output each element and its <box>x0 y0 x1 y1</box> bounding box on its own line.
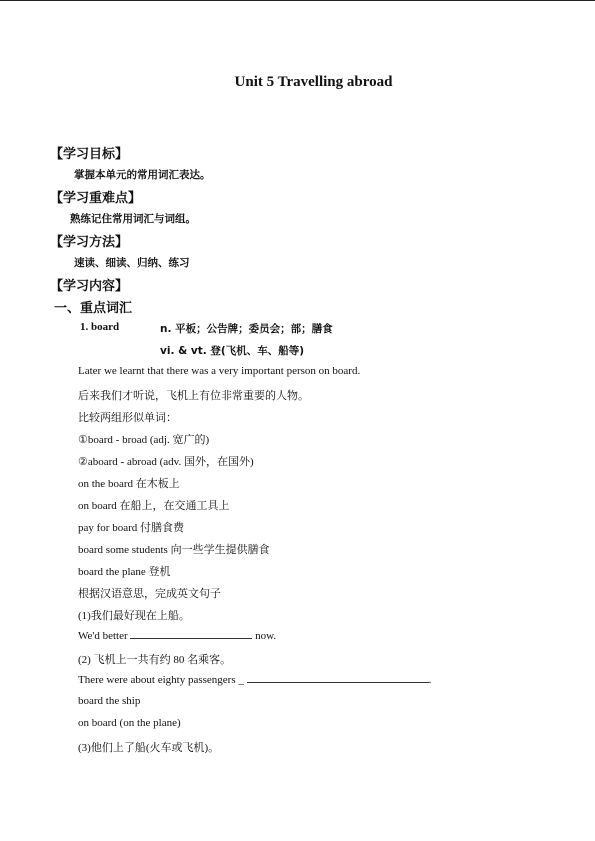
objectives-text: 掌握本单元的常用词汇表达。 <box>74 169 211 181</box>
content-heading: 【学习内容】 <box>50 279 129 294</box>
entry-word: 1. board <box>80 321 120 333</box>
exercise-1-end: now. <box>252 630 277 642</box>
phrase-on-board: on board 在船上，在交通工具上 <box>78 500 230 512</box>
compare-heading: 比较两组形似单词： <box>78 412 177 424</box>
exercise-2-sentence <box>78 673 431 686</box>
phrase-pay-for-board: pay for board 付膳食费 <box>78 522 185 534</box>
exercise-instruction: 根据汉语意思，完成英文句子 <box>78 588 221 600</box>
exercise-1-prompt: (1)我们最好现在上船。 <box>78 610 190 622</box>
entry-pos-noun: n. 平板；公告牌；委员会；部；膳食 <box>160 323 333 335</box>
phrase-on-the-board: on the board 在木板上 <box>78 478 180 490</box>
entry-pos-verb: vi. & vt. 登(飞机、车、船等) <box>160 345 305 357</box>
example-sentence-zh: 后来我们才听说，飞机上有位非常重要的人物。 <box>78 390 309 402</box>
phrase-on-board-plane: on board (on the plane) <box>78 717 181 729</box>
key-points-heading: 【学习重难点】 <box>50 191 142 206</box>
compare-item-2: ②aboard - abroad (adv. 国外，在国外) <box>78 456 254 468</box>
key-points-text: 熟练记住常用词汇与词组。 <box>70 213 196 225</box>
exercise-2-end: . <box>428 674 432 686</box>
methods-text: 速读、细读、归纳、练习 <box>74 257 190 269</box>
objectives-heading: 【学习目标】 <box>50 147 129 162</box>
exercise-2-prompt: (2) 飞机上一共有约 80 名乘客。 <box>78 654 232 666</box>
exercise-1-sentence <box>78 629 276 642</box>
top-rule <box>0 0 595 1</box>
phrase-board-students: board some students 向一些学生提供膳食 <box>78 544 270 556</box>
exercise-1-start: We'd better <box>78 630 131 642</box>
exercise-2-blank[interactable] <box>247 673 429 683</box>
phrase-board-ship: board the ship <box>78 695 141 707</box>
exercise-2-start: There were about eighty passengers _ <box>78 674 247 686</box>
exercise-3-prompt: (3)他们上了船(火车或飞机)。 <box>78 742 220 754</box>
example-sentence-en: Later we learnt that there was a very important person on board. <box>78 365 361 377</box>
page-title: Unit 5 Travelling abroad <box>234 74 393 90</box>
exercise-1-blank[interactable] <box>130 629 252 639</box>
phrase-board-plane: board the plane 登机 <box>78 566 171 578</box>
methods-heading: 【学习方法】 <box>50 235 129 250</box>
part1-heading: 一、重点词汇 <box>54 301 133 316</box>
compare-item-1: ①board - broad (adj. 宽广的) <box>78 434 210 446</box>
